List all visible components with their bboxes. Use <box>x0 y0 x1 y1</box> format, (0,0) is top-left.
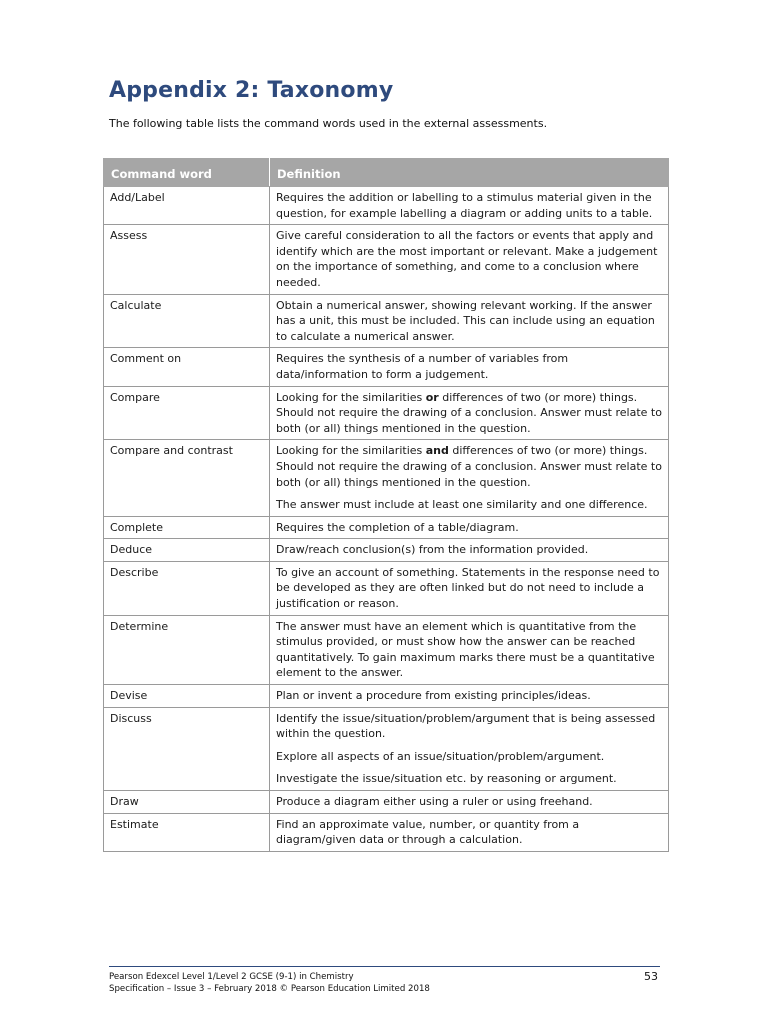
definition-text: Identify the issue/situation/problem/argument that is being assessed within the question. <box>276 711 656 741</box>
table-row <box>104 791 669 814</box>
definition-cell <box>270 440 669 516</box>
column-header-command-word: Command word <box>104 159 270 187</box>
definition-paragraph <box>276 520 662 536</box>
table-row <box>104 440 669 516</box>
command-word-cell: Complete <box>104 516 270 539</box>
definition-cell <box>270 225 669 294</box>
definition-text: differences of two (or more) things. Should not require the drawing of a conclusion. Answer must relate to both (or all) things mentioned in the question. <box>276 390 662 435</box>
command-word-cell: Discuss <box>104 707 270 790</box>
table-header-row <box>104 159 669 187</box>
definition-cell <box>270 348 669 386</box>
definition-paragraph <box>276 817 662 848</box>
definition-cell <box>270 615 669 684</box>
definition-paragraph <box>276 619 662 681</box>
definition-paragraph <box>276 351 662 382</box>
intro-text: The following table lists the command words used in the external assessments. <box>109 117 548 130</box>
page-footer <box>109 966 660 995</box>
definition-paragraph <box>276 688 662 704</box>
table-row <box>104 539 669 562</box>
footer-specification: Specification – Issue 3 – February 2018 © Pearson Education Limited 2018 <box>109 984 430 994</box>
definition-text: Explore all aspects of an issue/situation/problem/argument. <box>276 749 605 763</box>
definition-paragraph <box>276 390 662 437</box>
table-row <box>104 707 669 790</box>
definition-cell <box>270 791 669 814</box>
definition-paragraph <box>276 749 662 765</box>
command-word-cell: Deduce <box>104 539 270 562</box>
definition-text: Produce a diagram either using a ruler or using freehand. <box>276 795 593 808</box>
definition-text: Looking for the similarities <box>276 390 426 404</box>
footer-qualification: Pearson Edexcel Level 1/Level 2 GCSE (9-1) in Chemistry <box>109 972 354 982</box>
command-word-cell: Draw <box>104 791 270 814</box>
definition-cell <box>270 294 669 348</box>
definition-text: Obtain a numerical answer, showing relevant working. If the answer has a unit, this must be included. This can include using an equation to calculate a numerical answer. <box>276 298 655 343</box>
table-row <box>104 615 669 684</box>
table-row <box>104 561 669 615</box>
definition-text: Looking for the similarities <box>276 444 426 458</box>
page-title: Appendix 2: Taxonomy <box>109 78 394 103</box>
definition-cell <box>270 386 669 440</box>
definition-text: Requires the completion of a table/diagram. <box>276 520 519 534</box>
table-row <box>104 187 669 225</box>
definition-paragraph <box>276 190 662 221</box>
definition-cell <box>270 187 669 225</box>
definition-paragraph <box>276 794 662 810</box>
table-row <box>104 294 669 348</box>
definition-cell <box>270 561 669 615</box>
table-row <box>104 813 669 851</box>
definition-text: Give careful consideration to all the factors or events that apply and identify which are the most important or relevant. Make a judgement on the importance of something, and come to a conclusion where needed. <box>276 229 658 289</box>
command-word-cell: Describe <box>104 561 270 615</box>
command-word-cell: Compare <box>104 386 270 440</box>
page-number: 53 <box>644 970 658 983</box>
taxonomy-table <box>103 158 669 852</box>
definition-paragraph <box>276 228 662 290</box>
table-row <box>104 225 669 294</box>
definition-text: Investigate the issue/situation etc. by reasoning or argument. <box>276 772 617 786</box>
definition-text: Draw/reach conclusion(s) from the information provided. <box>276 543 589 557</box>
command-word-cell: Compare and contrast <box>104 440 270 516</box>
definition-cell <box>270 707 669 790</box>
table-body <box>104 187 669 852</box>
definition-paragraph <box>276 711 662 742</box>
command-word-cell: Comment on <box>104 348 270 386</box>
definition-paragraph <box>276 771 662 787</box>
table-row <box>104 516 669 539</box>
definition-cell <box>270 685 669 708</box>
definition-text: Requires the addition or labelling to a stimulus material given in the question, for example labelling a diagram or adding units to a table. <box>276 191 653 220</box>
command-word-cell: Devise <box>104 685 270 708</box>
definition-cell <box>270 813 669 851</box>
definition-paragraph <box>276 298 662 345</box>
definition-text: Requires the synthesis of a number of variables from data/information to form a judgement. <box>276 352 569 381</box>
definition-paragraph <box>276 497 662 513</box>
table-row <box>104 685 669 708</box>
table-row <box>104 348 669 386</box>
definition-cell <box>270 516 669 539</box>
emphasis-text: or <box>425 390 439 404</box>
command-word-cell: Add/Label <box>104 187 270 225</box>
table-row <box>104 386 669 440</box>
emphasis-text: and <box>425 444 449 458</box>
command-word-cell: Determine <box>104 615 270 684</box>
definition-text: The answer must include at least one similarity and one difference. <box>276 498 648 512</box>
definition-text: differences of two (or more) things. Should not require the drawing of a conclusion. Answer must relate to both (or all) things mentioned in the question. <box>276 444 662 489</box>
definition-text: Plan or invent a procedure from existing principles/ideas. <box>276 689 591 703</box>
command-word-cell: Assess <box>104 225 270 294</box>
column-header-definition: Definition <box>270 159 669 187</box>
definition-paragraph <box>276 565 662 612</box>
definition-text: Find an approximate value, number, or quantity from a diagram/given data or through a calculation. <box>276 817 580 847</box>
definition-text: The answer must have an element which is quantitative from the stimulus provided, or must show how the answer can be reached quantitatively. To gain maximum marks there must be a quantitative element to the answer. <box>276 619 655 680</box>
definition-text: To give an account of something. Statements in the response need to be developed as they are often linked but do not need to include a justification or reason. <box>276 565 660 611</box>
definition-paragraph <box>276 443 662 490</box>
command-word-cell: Estimate <box>104 813 270 851</box>
definition-paragraph <box>276 542 662 558</box>
command-word-cell: Calculate <box>104 294 270 348</box>
definition-cell <box>270 539 669 562</box>
